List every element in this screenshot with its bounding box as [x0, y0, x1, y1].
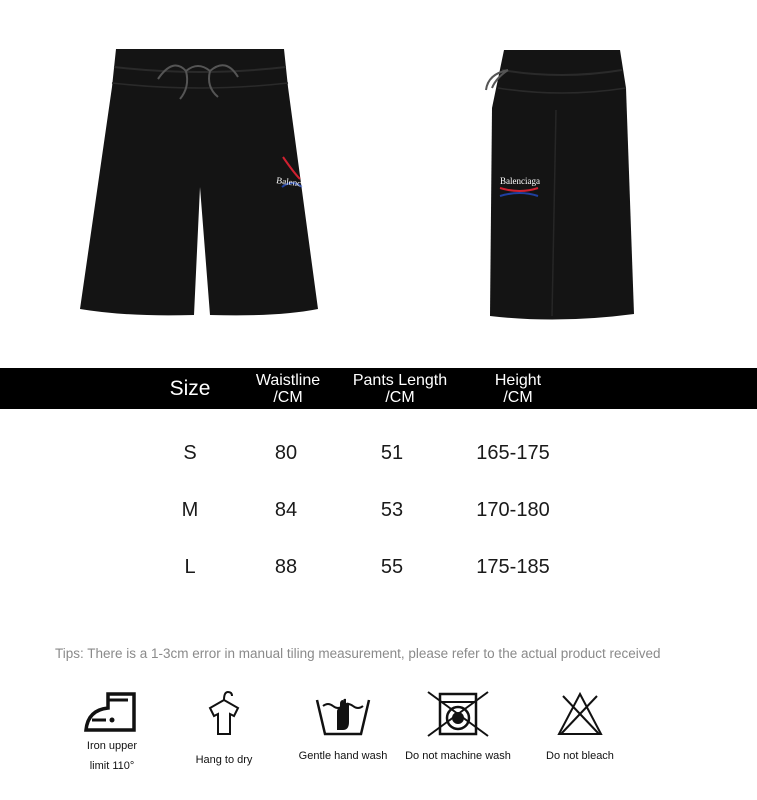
cell-size: M [181, 499, 199, 521]
header-pants-length: Pants Length /CM [352, 372, 448, 406]
side-brand-logo: Balenciaga [500, 176, 540, 186]
cell-height: 170-180 [476, 499, 550, 521]
care-item-iron [74, 690, 150, 776]
care-item-no-machine-wash [398, 690, 518, 766]
table-row [0, 495, 757, 525]
header-size: Size [169, 377, 211, 400]
cell-pants-length: 55 [380, 556, 404, 578]
care-item-hand-wash [292, 690, 394, 766]
no-machine-wash-icon [426, 690, 490, 738]
cell-waistline: 84 [274, 499, 298, 521]
care-label-no-machine-wash: Do not machine wash [405, 750, 511, 762]
care-label-no-bleach: Do not bleach [546, 750, 614, 762]
care-label-iron: Iron upper [86, 740, 138, 752]
care-label-hang: Hang to dry [195, 754, 253, 766]
cell-height: 165-175 [476, 442, 550, 464]
cell-height: 175-185 [476, 556, 550, 578]
shorts-front-image [78, 47, 323, 322]
iron-icon [82, 690, 142, 736]
cell-pants-length: 53 [380, 499, 404, 521]
table-row [0, 552, 757, 582]
front-brand-logo: Balenciaga [275, 175, 317, 191]
cell-pants-length: 51 [380, 442, 404, 464]
care-item-hang [186, 688, 262, 770]
header-waistline: Waistline /CM [255, 372, 321, 406]
table-row [0, 438, 757, 468]
hanger-shirt-icon [200, 688, 248, 740]
cell-waistline: 80 [274, 442, 298, 464]
care-label-iron-limit: limit 110° [89, 760, 135, 772]
shorts-side-image [478, 48, 640, 323]
hand-wash-icon [313, 690, 373, 738]
care-label-hand-wash: Gentle hand wash [298, 750, 388, 762]
no-bleach-icon [555, 690, 605, 738]
tips-text: Tips: There is a 1-3cm error in manual tiling measurement, please refer to the actual product received [55, 646, 661, 661]
cell-waistline: 88 [274, 556, 298, 578]
header-height: Height /CM [494, 372, 542, 406]
cell-size: L [184, 556, 196, 578]
cell-size: S [183, 442, 197, 464]
care-item-no-bleach [534, 690, 626, 766]
size-table-header [0, 368, 757, 409]
